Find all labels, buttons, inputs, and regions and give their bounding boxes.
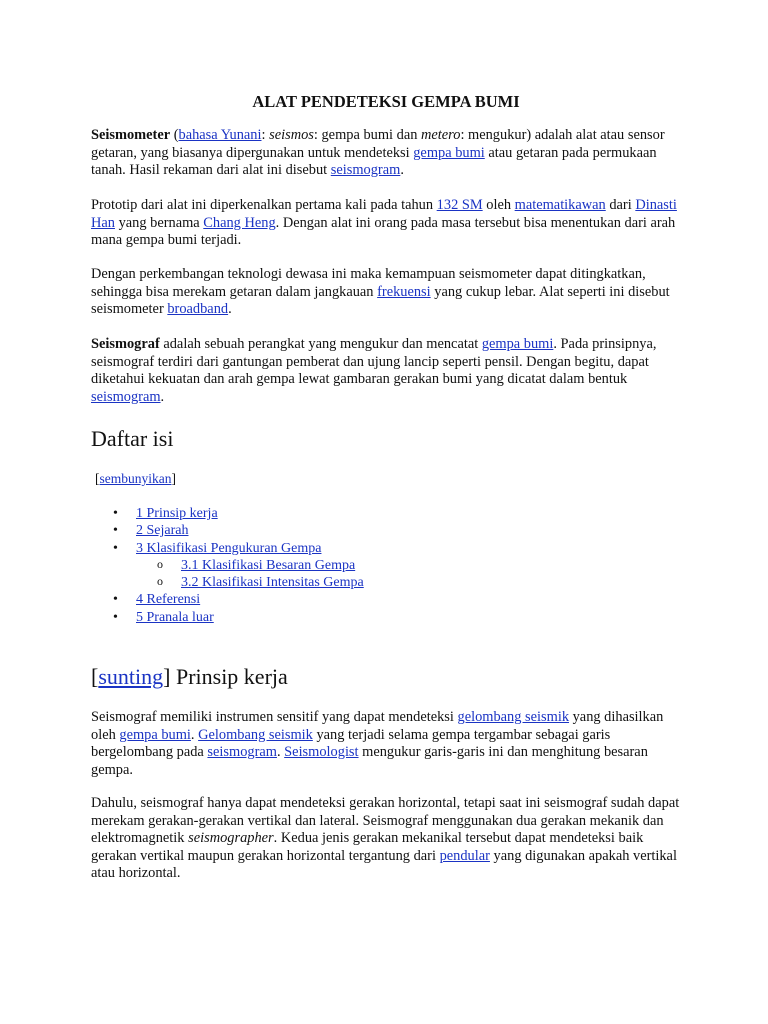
toc-link-sejarah[interactable]: 2 Sejarah <box>136 523 189 539</box>
term-seismometer: Seismometer <box>91 127 171 143</box>
term-seismograf: Seismograf <box>91 336 160 352</box>
toc-link-intensitas-gempa[interactable]: 3.2 Klasifikasi Intensitas Gempa <box>181 575 364 591</box>
link-chang-heng[interactable]: Chang Heng <box>203 214 276 231</box>
link-gelombang-seismik[interactable]: gelombang seismik <box>457 709 570 725</box>
edit-section-link[interactable]: sunting <box>98 664 164 689</box>
link-seismogram-2[interactable]: seismogram <box>91 388 161 405</box>
paragraph-seismometer: Seismometer (bahasa Yunani: seismos: gempa bumi dan metero: mengukur) adalah alat atau sensor getaran, yang biasanya dipergunakan untuk mendeteksi gempa bumi atau getaran pada permukaan tanah. Hasil rekaman dari alat ini disebut seismogram. <box>91 127 665 178</box>
toc-item <box>91 540 681 557</box>
toc-hide-link[interactable]: sembunyikan <box>99 471 172 486</box>
toc-hide-toggle: [sembunyikan] <box>95 471 176 486</box>
paragraph-perkembangan: Dengan perkembangan teknologi dewasa ini maka kemampuan seismometer dapat ditingkatkan, sehingga bisa merekam getaran dalam jangkauan frekuensi yang cukup lebar. Alat seperti ini disebut seismometer broadband. <box>91 266 670 317</box>
toc-item <box>91 505 681 522</box>
toc-link-prinsip-kerja[interactable]: 1 Prinsip kerja <box>136 506 218 521</box>
toc-link-klasifikasi[interactable]: 3 Klasifikasi Pengukuran Gempa <box>136 540 322 556</box>
toc-heading: Daftar isi <box>91 426 174 451</box>
toc-subitem <box>91 557 681 574</box>
link-dinasti-han[interactable]: Dinasti Han <box>91 197 677 231</box>
link-pendular[interactable]: pendular <box>439 847 490 864</box>
bullet-icon: • <box>113 523 118 539</box>
bullet-icon: • <box>113 540 118 556</box>
bullet-icon: • <box>113 506 118 521</box>
sub-bullet-icon: o <box>157 574 163 589</box>
sub-bullet-icon: o <box>157 556 163 571</box>
link-132-sm[interactable]: 132 SM <box>436 197 483 213</box>
bullet-icon: • <box>113 592 118 608</box>
toc-item <box>91 522 681 539</box>
table-of-contents <box>91 505 681 626</box>
link-seismogram[interactable]: seismogram <box>330 162 401 178</box>
paragraph-instrumen: Seismograf memiliki instrumen sensitif yang dapat mendeteksi gelombang seismik yang dihasilkan oleh gempa bumi. Gelombang seismik yang terjadi selama gempa tergambar sebagai garis bergelombang pada seismogram. Seismologist mengukur garis-garis ini dan menghitung besaran gempa. <box>91 709 664 778</box>
link-bahasa-yunani[interactable]: bahasa Yunani <box>178 127 262 143</box>
link-gempa-bumi[interactable]: gempa bumi <box>413 144 485 161</box>
link-matematikawan[interactable]: matematikawan <box>514 197 606 213</box>
toc-item <box>91 591 681 608</box>
link-seismogram-3[interactable]: seismogram <box>207 744 277 760</box>
link-gempa-bumi-3[interactable]: gempa bumi <box>119 726 191 743</box>
link-frekuensi[interactable]: frekuensi <box>377 283 431 300</box>
paragraph-dahulu: Dahulu, seismograf hanya dapat mendeteksi gerakan horizontal, tetapi saat ini seismograf sudah dapat merekam gerakan-gerakan vertikal dan lateral. Seismograf menggunakan dua gerakan mekanik dan elektromagnetik seismographer. Kedua jenis gerakan mekanikal tersebut dapat mendeteksi baik gerakan vertikal maupun gerakan horizontal tergantung dari pendular yang digunakan apakah vertikal atau horizontal. <box>91 795 680 881</box>
toc-link-referensi[interactable]: 4 Referensi <box>136 592 201 608</box>
link-gempa-bumi-2[interactable]: gempa bumi <box>481 336 554 352</box>
bullet-icon: • <box>113 609 118 625</box>
link-broadband[interactable]: broadband <box>167 301 229 317</box>
toc-item <box>91 609 681 626</box>
paragraph-seismograf: Seismograf adalah sebuah perangkat yang mengukur dan mencatat gempa bumi. Pada prinsipnya, seismograf terdiri dari gantungan pemberat dan ujung lancip seperti pensil. Dengan begitu, dapat diketahui kekuatan dan arah gempa lewat gambaran gerakan bumi yang dicatat dalam bentuk seismogram. <box>91 336 657 405</box>
link-gelombang-seismik-2[interactable]: Gelombang seismik <box>198 726 313 743</box>
section-heading-prinsip-kerja: [sunting] Prinsip kerja <box>91 664 288 689</box>
document-title: ALAT PENDETEKSI GEMPA BUMI <box>252 92 520 111</box>
toc-subitem <box>91 574 681 591</box>
paragraph-prototip: Prototip dari alat ini diperkenalkan pertama kali pada tahun 132 SM oleh matematikawan dari Dinasti Han yang bernama Chang Heng. Dengan alat ini orang pada masa tersebut bisa menentukan dari arah mana gempa bumi terjadi. <box>91 197 677 248</box>
toc-link-pranala-luar[interactable]: 5 Pranala luar <box>136 609 214 625</box>
toc-link-besaran-gempa[interactable]: 3.1 Klasifikasi Besaran Gempa <box>181 557 356 573</box>
link-seismologist[interactable]: Seismologist <box>284 744 359 760</box>
